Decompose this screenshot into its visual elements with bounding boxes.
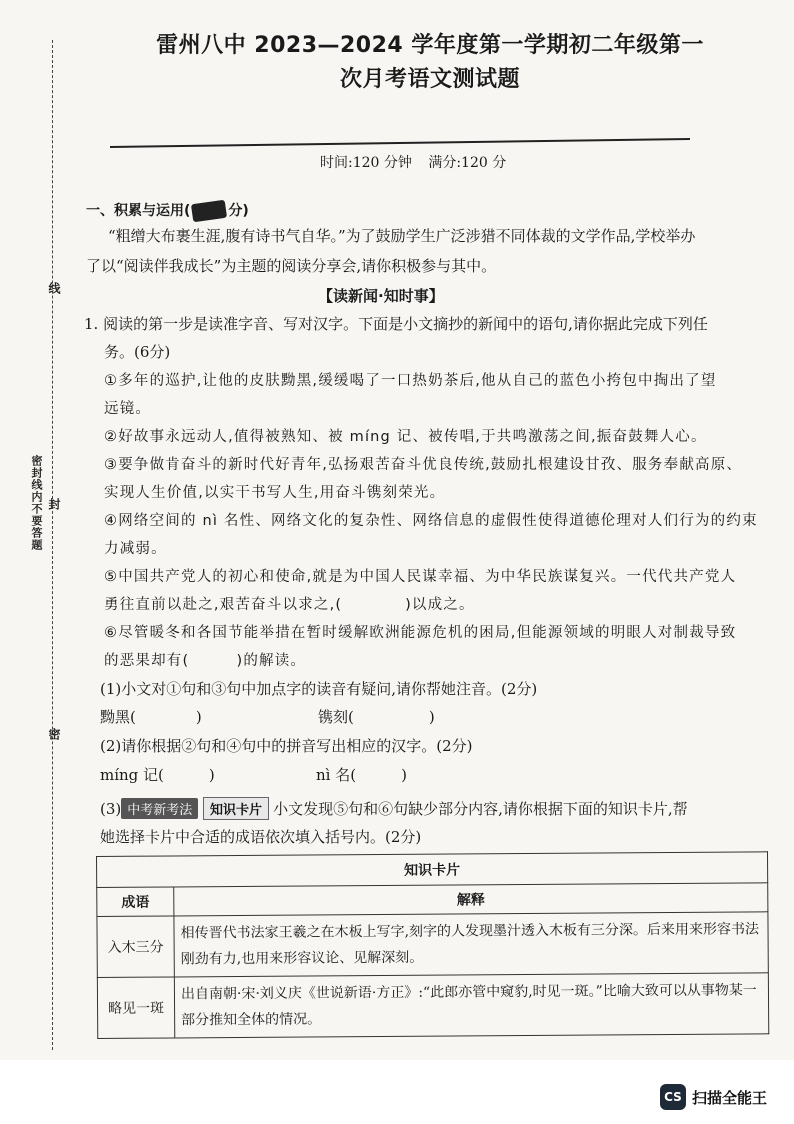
answer-blank-mingji[interactable]: míng 记( ) (100, 766, 215, 784)
answer-blank-niming[interactable]: nì 名( ) (316, 766, 407, 784)
sentence-4b: 力减弱。 (104, 541, 167, 557)
margin-mark-seal: 封 (47, 498, 61, 511)
camscanner-logo-icon: CS (660, 1084, 686, 1110)
intro-line2: 了以“阅读伴我成长”为主题的阅读分享会,请你积极参与其中。 (86, 257, 497, 275)
sentence-5b: 勇往直前以赴之,艰苦奋斗以求之,( )以成之。 (104, 597, 475, 613)
intro-line1: “粗缯大布裹生涯,腹有诗书气自华。”为了鼓励学生广泛涉猎不同体裁的文学作品,学校举办 (108, 227, 696, 245)
sub-question-3-number: (3) (100, 800, 122, 818)
q1-line1: 1. 阅读的第一步是读准字音、写对汉字。下面是小文摘抄的新闻中的语句,请你据此完成下列任 (84, 315, 708, 333)
card-caption: 知识卡片 (97, 852, 768, 888)
idiom-cell: 略见一斑 (97, 977, 174, 1039)
seal-line (52, 40, 53, 1050)
section-heading-post: 分) (228, 203, 249, 219)
col-header-explanation: 解释 (174, 883, 768, 916)
knowledge-card-table (96, 851, 769, 1039)
sentence-2: ②好故事永远动人,值得被熟知、被 míng 记、被传唱,于共鸣激荡之间,振奋鼓舞人心。 (104, 429, 707, 445)
title-rule (110, 138, 690, 148)
sub-question-3 (100, 797, 688, 820)
margin-mark-secret: 密 (47, 728, 61, 741)
q1-line2: 务。(6分) (104, 343, 171, 361)
sentence-5a: ⑤中国共产党人的初心和使命,就是为中国人民谋幸福、为中华民族谋复兴。一代代共产党人 (104, 569, 737, 585)
margin-mark-line: 线 (47, 282, 61, 295)
exam-title-line2: 次月考语文测试题 (339, 67, 520, 92)
table-row (97, 973, 768, 1039)
knowledge-card-tag: 知识卡片 (203, 797, 269, 820)
sub-question-1: (1)小文对①句和③句中加点字的读音有疑问,请你帮她注音。(2分) (100, 680, 538, 698)
section-heading-pre: 一、积累与运用( (86, 203, 191, 219)
sentence-3a: ③要争做肯奋斗的新时代好青年,弘扬艰苦奋斗优良传统,鼓励扎根建设甘孜、服务奉献高原、 (104, 457, 743, 473)
sub-question-3-line2: 她选择卡片中合适的成语依次填入括号内。(2分) (100, 828, 422, 846)
exam-time: 时间:120 分钟 (320, 155, 412, 171)
sub-question-2: (2)请你根据②句和④句中的拼音写出相应的汉字。(2分) (100, 737, 473, 755)
exam-score: 满分:120 分 (428, 155, 507, 171)
scanner-app-name: 扫描全能王 (692, 1088, 768, 1107)
explanation-cell: 出自南朝·宋·刘义庆《世说新语·方正》:“此郎亦管中窥豹,时见一斑。”比喻大致可以从事物某一部分推知全体的情况。 (174, 973, 768, 1038)
exam-title-line1: 雷州八中 2023—2024 学年度第一学期初二年级第一 (156, 33, 704, 58)
answer-blank-juanke[interactable]: 镌刻( ) (318, 708, 435, 726)
sub-question-3-text: 小文发现⑤句和⑥句缺少部分内容,请你根据下面的知识卡片,帮 (273, 800, 688, 818)
idiom-cell: 入木三分 (97, 916, 174, 978)
exam-info (320, 152, 518, 172)
section-heading (86, 200, 249, 220)
table-row (97, 912, 768, 978)
seal-note: 密封线内不要答题 (30, 455, 43, 551)
new-exam-tag: 中考新考法 (121, 798, 198, 819)
scanner-watermark (660, 1084, 767, 1110)
col-header-idiom: 成语 (97, 887, 174, 917)
sub-heading: 【读新闻·知时事】 (318, 287, 444, 305)
ink-blot (191, 200, 227, 223)
sentence-1a: ①多年的巡护,让他的皮肤黝黑,缓缓喝了一口热奶茶后,他从自己的蓝色小挎包中掏出了望 (104, 373, 717, 389)
explanation-cell: 相传晋代书法家王羲之在木板上写字,刻字的人发现墨汁透入木板有三分深。后来用来形容书法刚劲有力,也用来形容议论、见解深刻。 (174, 912, 768, 977)
sentence-6a: ⑥尽管暖冬和各国节能举措在暂时缓解欧洲能源危机的困局,但能源领域的明眼人对制裁导致 (104, 625, 737, 641)
answer-blank-youhei[interactable]: 黝黑( ) (100, 708, 202, 726)
sentence-6b: 的恶果却有( )的解读。 (104, 653, 307, 669)
sentence-3b: 实现人生价值,以实干书写人生,用奋斗镌刻荣光。 (104, 485, 446, 501)
sentence-1b: 远镜。 (104, 401, 152, 417)
sentence-4a: ④网络空间的 nì 名性、网络文化的复杂性、网络信息的虚假性使得道德伦理对人们行为的约束 (104, 513, 758, 529)
